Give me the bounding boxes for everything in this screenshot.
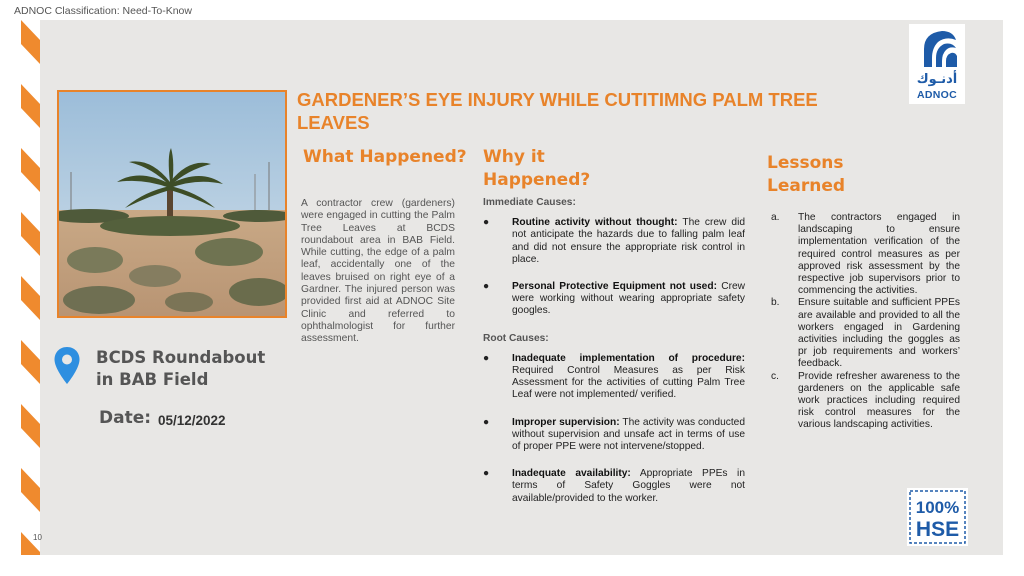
lesson-text: Provide refresher awareness to the gardeners on the applicable safe work practices including required risk control measures for the various landscaping activities. — [798, 370, 960, 431]
bullet-icon: ● — [483, 352, 490, 364]
page-number: 10 — [33, 533, 42, 542]
bullet-icon: ● — [483, 416, 490, 428]
date-label: Date: — [99, 408, 152, 428]
what-happened-heading: What Happened? — [303, 147, 467, 167]
lesson-text: The contractors engaged in landscaping to ensure implementation verification of the required control measures as per approved risk assessment by the respective job supervisors prior to commencing the activities. — [798, 212, 960, 297]
cause-title: Personal Protective Equipment not used: — [512, 281, 717, 293]
lesson-marker: a. — [771, 212, 780, 223]
incident-site-photo — [57, 90, 287, 318]
falcon-icon — [909, 24, 965, 76]
cause-text: The crew did not anticipate the hazards due to falling palm leaf and did not ensure the appropriate risk control in place. — [512, 217, 746, 265]
logo-latin-text: ADNOC — [917, 89, 957, 101]
immediate-causes-label: Immediate Causes: — [483, 197, 576, 208]
logo-arabic-text: أدنـوك — [916, 72, 958, 87]
date-value: 05/12/2022 — [158, 413, 226, 428]
lessons-list — [767, 212, 960, 432]
cause-text: Crew were working without wearing appropriate safety googles. — [512, 281, 745, 317]
hse-badge-line2: HSE — [915, 518, 960, 541]
bullet-icon: ● — [483, 281, 490, 293]
adnoc-logo — [909, 24, 965, 104]
palm-tree-photo — [59, 92, 285, 316]
immediate-cause-item — [483, 281, 745, 318]
cause-title: Inadequate availability: — [512, 468, 631, 480]
lesson-text: Ensure suitable and sufficient PPEs are available and provided to all the workers engaged in Gardening activities including the goggles as pr job requirements and workers’ feedback. — [798, 297, 960, 370]
root-causes-label: Root Causes: — [483, 332, 549, 344]
what-happened-text: A contractor crew (gardeners) were engaged in cutting the Palm Tree Leaves at BCDS roundabout area in BAB Field. While cutting, the edge of a palm leaf, accidentally one of the leaves bruised on right eye of a Gardner. The injured person was provided first aid at ADNOC Site Clinic and referred to ophthalmologist for further assessment. — [301, 198, 455, 345]
cause-title: Routine activity without thought: — [512, 217, 678, 229]
lesson-marker: c. — [771, 370, 779, 382]
bullet-icon: ● — [483, 468, 490, 480]
cause-title: Inadequate implementation of procedure: — [512, 352, 745, 364]
slide — [21, 20, 1003, 555]
location-pin-icon — [53, 346, 81, 386]
lesson-item — [767, 297, 960, 370]
hse-100-badge — [907, 488, 968, 546]
bullet-icon: ● — [483, 217, 490, 229]
cause-title: Improper supervision: — [512, 416, 620, 428]
root-cause-item — [483, 353, 745, 402]
lesson-item — [767, 371, 960, 432]
lesson-item — [767, 212, 960, 297]
lessons-learned-heading: Lessons Learned — [767, 153, 846, 196]
cause-text: The activity was conducted without supervision and unsafe act in terms of use of proper PPE were not intervene/stopped. — [512, 416, 745, 453]
immediate-cause-item — [483, 217, 745, 266]
cause-text: Required Control Measures as per Risk Assessment for the activities of cutting Palm Tree Leaf were not implemented/ verified. — [512, 365, 745, 401]
hazard-stripe-border — [21, 20, 40, 555]
classification-label: ADNOC Classification: Need-To-Know — [14, 5, 192, 17]
root-cause-item — [483, 417, 745, 454]
root-cause-item — [483, 468, 745, 505]
hse-badge-line1: 100% — [915, 498, 960, 517]
lesson-marker: b. — [771, 297, 780, 309]
incident-location: BCDS Roundabout in BAB Field — [96, 348, 266, 389]
cause-text: Appropriate PPEs in terms of Safety Goggles were not available/provided to the worker. — [512, 468, 745, 504]
causes-section — [483, 195, 745, 520]
slide-title: GARDENER’S EYE INJURY WHILE CUTITIMNG PALM TREE LEAVES — [297, 89, 818, 133]
why-happened-heading: Why it Happened? — [483, 147, 591, 190]
